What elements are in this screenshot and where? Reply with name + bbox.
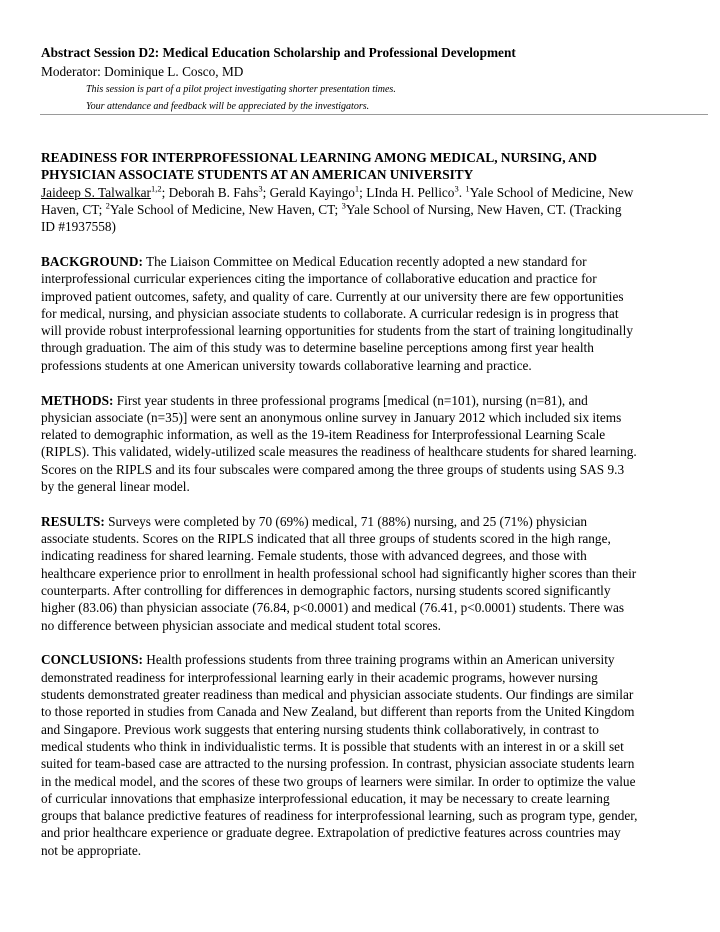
section-line: professions students at one American university towards collaborative learning and practice.: [41, 357, 532, 373]
section-line: interprofessional curricular experiences citing the importance of collaborative education and practice for: [41, 271, 597, 287]
affiliation-marker: 1,2: [150, 183, 162, 194]
section-line: suited for team-based case are attracted to the nursing profession. In contrast, physician associate students learn: [41, 756, 635, 772]
affiliation-marker: 1: [465, 183, 470, 194]
section-line: in the medical model, and the scores of these two groups of learners were similar. In order to optimize the value: [41, 773, 636, 789]
section-label: METHODS:: [41, 392, 114, 408]
affiliation-marker: 3: [258, 183, 263, 194]
section-line: to those reported in studies from Canada and New Zealand, but different than reports from the United Kingdom: [41, 704, 635, 720]
presenting-author: Jaideep S. Talwalkar: [41, 184, 151, 200]
session-header: [41, 44, 681, 115]
conclusions-section: [41, 651, 681, 859]
section-line: students demonstrated greater readiness than medical and physician associate students. Our findings are similar: [41, 687, 634, 703]
moderator-line: Moderator: Dominique L. Cosco, MD: [41, 64, 244, 79]
session-note: This session is part of a pilot project investigating shorter presentation times.: [86, 84, 396, 95]
affiliation-text: Yale School of Medicine, New Haven, CT;: [109, 201, 342, 217]
abstract-body: [41, 149, 681, 859]
section-line: [41, 652, 615, 667]
author-name: ; Deborah B. Fahs: [161, 184, 259, 200]
section-text: First year students in three professional programs [medical (n=101), nursing (n=81), and: [113, 392, 588, 408]
section-line: no difference between physician associate and medical student total scores.: [41, 617, 441, 633]
section-line: counterparts. After controlling for differences in demographic factors, nursing students scored significantly: [41, 583, 611, 599]
section-line: associate students. Scores on the RIPLS indicated that all three groups of students scored in the high range,: [41, 531, 611, 547]
section-label: BACKGROUND:: [41, 253, 143, 269]
background-section: [41, 253, 681, 374]
author-name: ; Gerald Kayingo: [262, 184, 355, 200]
affiliation-text: Yale School of Medicine, New: [469, 184, 634, 200]
section-line: and prior healthcare experience or graduate degree. Extrapolation of predictive features across countries may: [41, 825, 621, 841]
section-text: Health professions students from three training programs within an American university: [142, 652, 615, 668]
author-list: [41, 184, 681, 236]
section-line: of curricular innovations that emphasize interprofessional education, it may be necessary to create learning: [41, 790, 610, 806]
section-line: improved patient outcomes, safety, and quality of care. Currently at our university there are few opportunities: [41, 288, 624, 304]
author-line: [41, 185, 633, 200]
session-title: Abstract Session D2: Medical Education Scholarship and Professional Development: [41, 45, 516, 60]
section-line: by the general linear model.: [41, 479, 190, 495]
section-label: CONCLUSIONS:: [41, 652, 143, 668]
affiliation-text: Haven, CT;: [41, 201, 106, 217]
section-line: physician associate (n=35)] were sent an anonymous online survey in January 2012 which included six items: [41, 409, 622, 425]
section-line: [41, 393, 588, 408]
section-line: related to demographic information, as well as the 19-item Readiness for Interprofessional Learning Scale: [41, 427, 606, 443]
section-label: RESULTS:: [41, 513, 105, 529]
section-line: indicating readiness for shared learning. Female students, those with advanced degrees, and those with: [41, 548, 587, 564]
affiliation-marker: 3: [341, 200, 346, 211]
section-text: Surveys were completed by 70 (69%) medical, 71 (88%) nursing, and 25 (71%) physician: [104, 513, 588, 529]
tracking-id: ID #1937558): [41, 219, 116, 235]
abstract-title: [41, 149, 681, 184]
section-line: groups that balance predictive features of readiness for interprofessional learning, such as program type, gender,: [41, 808, 638, 824]
header-divider: [40, 114, 708, 115]
section-line: will provide robust interprofessional learning opportunities for students from the start of training longitudinally: [41, 323, 633, 339]
section-line: for medical, nursing, and physician associate students to collaborate. A curricular redesign is in progress that: [41, 305, 619, 321]
author-line: [41, 202, 621, 217]
section-line: healthcare experience prior to enrollment in health professional school had significantly higher scores than their: [41, 565, 637, 581]
results-section: [41, 513, 681, 634]
section-line: through graduation. The aim of this study was to determine baseline perceptions among first year health: [41, 340, 594, 356]
section-line: [41, 514, 587, 529]
section-line: medical students who think in individualistic terms. It is possible that students with an interest in or a skill set: [41, 738, 624, 754]
section-line: not be appropriate.: [41, 842, 142, 858]
section-line: Scores on the RIPLS and its four subscales were compared among the three groups of students using SAS 9.3: [41, 461, 625, 477]
section-line: (RIPLS). This validated, widely-utilized scale measures the readiness of healthcare students for shared learning.: [41, 444, 637, 460]
affiliation-marker: 2: [105, 200, 110, 211]
author-separator: .: [458, 184, 466, 200]
author-name: ; LInda H. Pellico: [359, 184, 455, 200]
affiliation-marker: 1: [354, 183, 360, 194]
section-line: higher (83.06) than physician associate (76.84, p<0.0001) and medical (76.41, p<0.0001) students. There was: [41, 600, 625, 616]
methods-section: [41, 392, 681, 496]
affiliation-text: Yale School of Nursing, New Haven, CT. (Tracking: [345, 201, 622, 217]
affiliation-marker: 3: [454, 183, 459, 194]
title-line: READINESS FOR INTERPROFESSIONAL LEARNING AMONG MEDICAL, NURSING, AND: [41, 150, 597, 165]
section-line: [41, 254, 587, 269]
section-line: demonstrated readiness for interprofessional learning early in their academic programs, however nursing: [41, 669, 598, 685]
title-line: PHYSICIAN ASSOCIATE STUDENTS AT AN AMERICAN UNIVERSITY: [41, 167, 474, 183]
session-note: Your attendance and feedback will be appreciated by the investigators.: [86, 101, 370, 112]
section-line: and Singapore. Previous work suggests that entering nursing students think collaboratively, in contrast to: [41, 721, 599, 737]
section-text: The Liaison Committee on Medical Education recently adopted a new standard for: [142, 253, 587, 269]
